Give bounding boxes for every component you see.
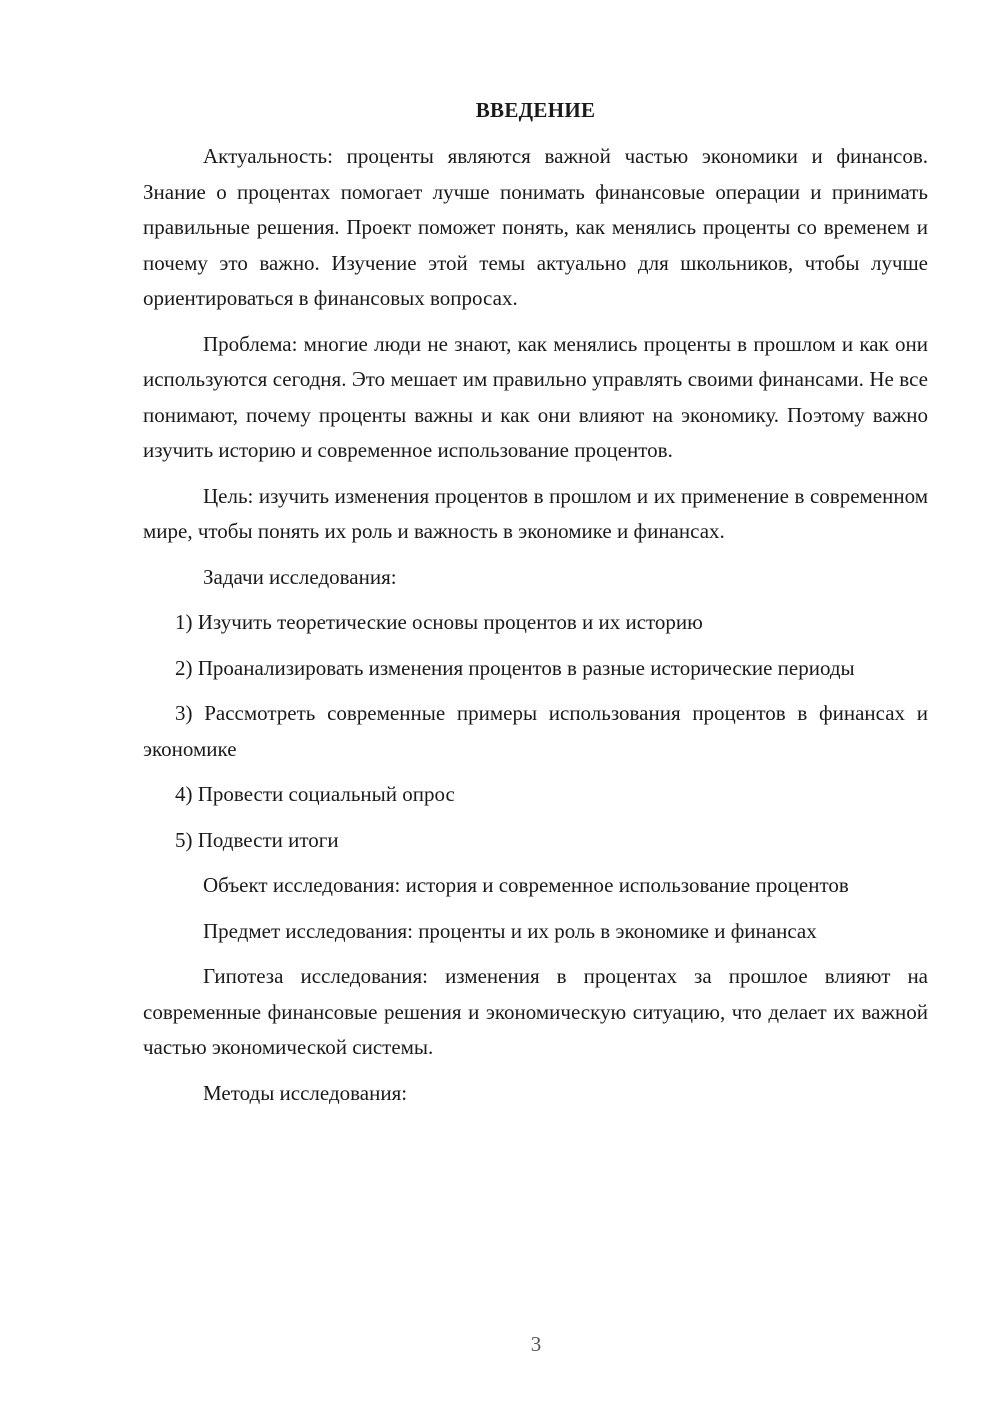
paragraph-problem: Проблема: многие люди не знают, как менялись проценты в прошлом и как они используются сегодня. Это мешает им правильно управлять своими финансами. Не все понимают, почему проценты важны и как они влияют на экономику. Поэтому важно изучить историю и современное использование процентов. — [143, 331, 928, 462]
paragraph-object: Объект исследования: история и современное использование процентов — [203, 873, 849, 897]
task-item-1: 1) Изучить теоретические основы процентов и их историю — [175, 610, 703, 634]
task-item-4: 4) Провести социальный опрос — [175, 782, 455, 806]
page-number: 3 — [530, 1332, 542, 1356]
section-heading: ВВЕДЕНИЕ — [475, 98, 596, 122]
paragraph-relevance: Актуальность: проценты являются важной частью экономики и финансов. Знание о процентах помогает лучше понимать финансовые операции и принимать правильные решения. Проект поможет понять, как менялись проценты со временем и почему это важно. Изучение этой темы актуально для школьников, чтобы лучше ориентироваться в финансовых вопросах. — [143, 144, 928, 310]
paragraph-goal: Цель: изучить изменения процентов в прошлом и их применение в современном мире, чтобы понять их роль и важность в экономике и финансах. — [143, 483, 928, 543]
paragraph-subject: Предмет исследования: проценты и их роль в экономике и финансах — [203, 918, 817, 943]
document-page — [143, 93, 928, 1111]
task-item-3: 3) Рассмотреть современные примеры использования процентов в финансах и экономике — [143, 701, 928, 761]
task-item-2: 2) Проанализировать изменения процентов в разные исторические периоды — [175, 655, 855, 680]
paragraph-tasks-intro: Задачи исследования: — [203, 564, 397, 589]
task-item-5: 5) Подвести итоги — [175, 827, 339, 852]
paragraph-hypothesis: Гипотеза исследования: изменения в процентах за прошлое влияют на современные финансовые решения и экономическую ситуацию, что делает их важной частью экономической системы. — [143, 964, 928, 1059]
paragraph-methods-intro: Методы исследования: — [203, 1080, 408, 1105]
